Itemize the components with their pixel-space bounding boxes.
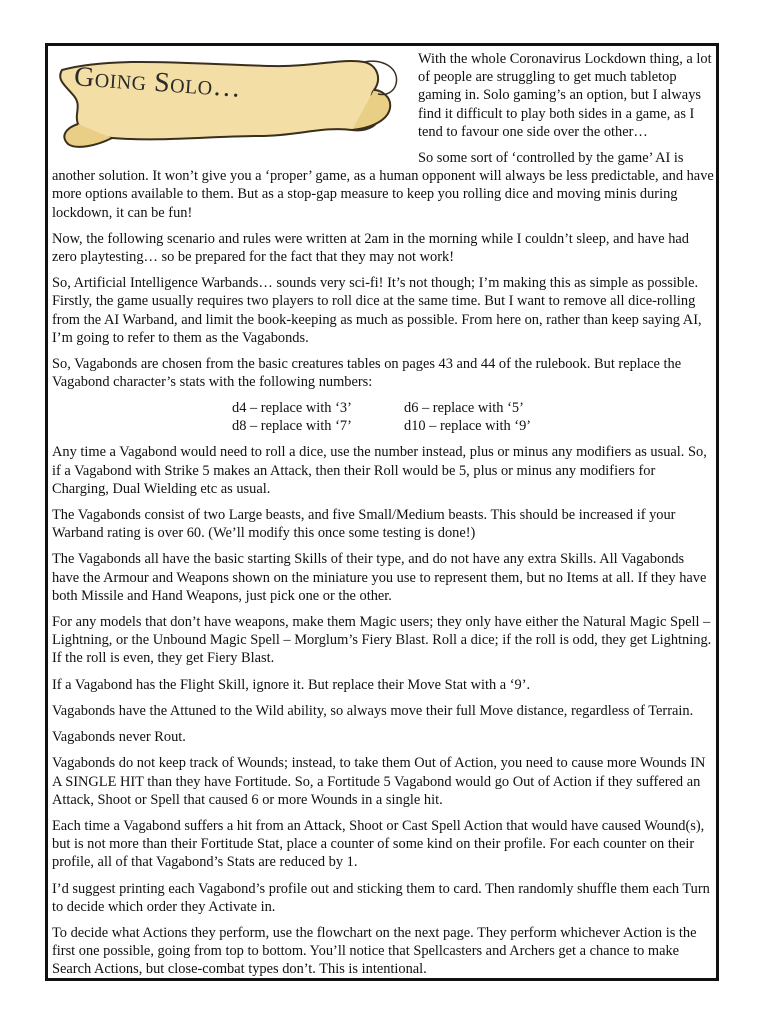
stat-d4: d4 – replace with ‘3’: [232, 400, 352, 417]
paragraph: Any time a Vagabond would need to roll a dice, use the number instead, plus or minus any modifiers as usual. So, if a Vagabond with Strike 5 makes an Attack, then their Roll would be 5, plus or minus any modifiers for Charging, Dual Wielding etc as usual.: [52, 444, 707, 497]
paragraph: The Vagabonds consist of two Large beasts, and five Small/Medium beasts. This should be increased if your Warband rating is over 60. (We’ll modify this once some testing is done!): [52, 507, 676, 542]
stat-row: [52, 417, 714, 435]
paragraph: Vagabonds have the Attuned to the Wild ability, so always move their full Move distance, regardless of Terrain.: [52, 702, 694, 719]
paragraph: Each time a Vagabond suffers a hit from an Attack, Shoot or Cast Spell Action that would have caused Wound(s), but is not more than their Fortitude Stat, place a counter of some kind on their profile. For each counter on their profile, all of that Vagabond’s Stats are reduced by 1.: [52, 817, 705, 871]
paragraph: So, Artificial Intelligence Warbands… sounds very sci-fi! It’s not though; I’m making this as simple as possible. Firstly, the game usually requires two players to roll dice at the same time. But I want to remove all dice-rolling from the AI Warband, and limit the book-keeping as much as possible. From here on, rather than keep saying AI, I’m going to refer to them as the Vagabonds.: [52, 275, 702, 346]
paragraph: The Vagabonds all have the basic starting Skills of their type, and do not have any extra Skills. All Vagabonds have the Armour and Weapons shown on the miniature you use to represent them, but no Items at all. If they have both Missile and Hand Weapons, just pick one or the other.: [52, 551, 707, 604]
paragraph: Now, the following scenario and rules were written at 2am in the morning while I couldn’t sleep, and have had zero playtesting… so be prepared for the fact that they may not work!: [52, 230, 690, 266]
stat-replacement-table: [52, 399, 714, 435]
stat-d10: d10 – replace with ‘9’: [404, 418, 532, 435]
article-body: [52, 50, 714, 987]
paragraph: Vagabonds do not keep track of Wounds; instead, to take them Out of Action, you need to cause more Wounds IN A SINGLE HIT than they have Fortitude. So, a Fortitude 5 Vagabond would go Out of Action if they suffered an Attack, Shoot or Spell that caused 6 or more Wounds in a single hit.: [52, 755, 706, 808]
stat-d8: d8 – replace with ‘7’: [232, 418, 352, 435]
paragraph: I’d suggest printing each Vagabond’s profile out and sticking them to card. Then randomly shuffle them each Turn to decide which order they Activate in.: [52, 880, 710, 915]
paragraph: For any models that don’t have weapons, make them Magic users; they only have either the Natural Magic Spell – Lightning, or the Unbound Magic Spell – Morglum’s Fiery Blast. Roll a dice; if the roll is odd, they get Lightning. If the roll is even, they get Fiery Blast.: [52, 614, 712, 667]
paragraph: To decide what Actions they perform, use the flowchart on the next page. They perform whichever Action is the first one possible, going from top to bottom. You’ll notice that Spellcasters and Archers get a chance to make Search Actions, but close-combat types don’t. This is intentional.: [52, 924, 697, 978]
stat-row: [52, 399, 714, 417]
stat-d6: d6 – replace with ‘5’: [404, 400, 524, 417]
scroll-banner: [52, 50, 412, 150]
paragraph: If a Vagabond has the Flight Skill, ignore it. But replace their Move Stat with a ‘9’.: [52, 676, 531, 693]
paragraph: So, Vagabonds are chosen from the basic creatures tables on pages 43 and 44 of the rulebook. But replace the Vagabond character’s stats with the following numbers:: [52, 356, 682, 391]
page-title: Going Solo…: [73, 61, 243, 104]
paragraph-intro: With the whole Coronavirus Lockdown thing, a lot of people are struggling to get much tabletop gaming in. Solo gaming’s an option, but I always find it difficult to play both sides in a game, as I tend to favour one side over the other…: [418, 51, 712, 140]
paragraph: So some sort of ‘controlled by the game’ AI is another solution. It won’t give you a ‘proper’ game, as a human opponent will always be less predictable, and have more options available to them. But as a stop-gap measure to keep you rolling dice and moving minis during lockdown, it can be fun!: [52, 150, 714, 221]
paragraph: Vagabonds never Rout.: [52, 729, 186, 746]
